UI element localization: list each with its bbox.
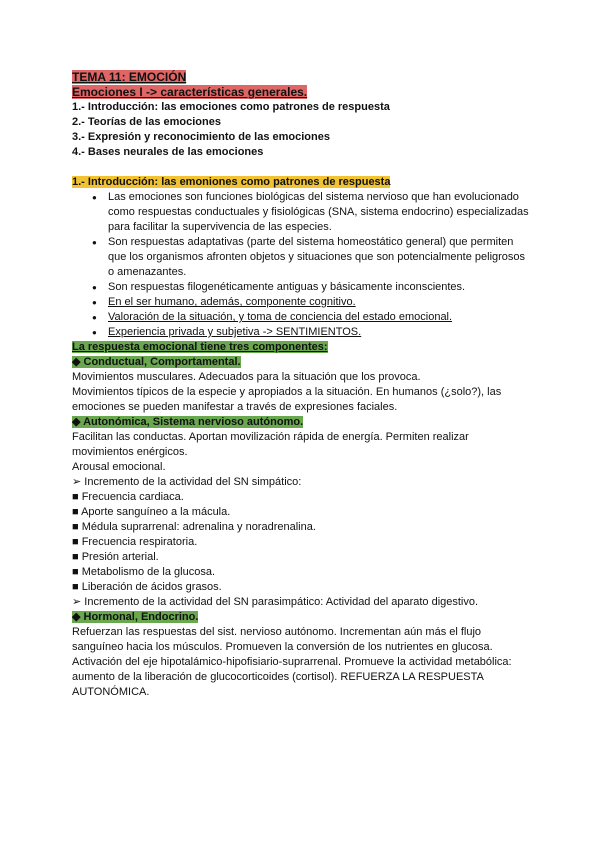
document-page [72,70,532,700]
hormonal-text: sanguíneo hacia los músculos. Promueven la conversión de los nutrientes en glucosa. [72,641,493,653]
bullet-item: ● Las emociones son funciones biológicas del sistema nervioso que han evolucionado como respuestas conductuales y fisiológicas (SNA, sistema endocrino) especializadas para facilitar la supervivencia de las especies. [108,190,532,235]
conductual-text: Movimientos típicos de la especie y apropiados a la situación. En humanos (¿solo?), las [72,386,502,398]
conductual-text: Movimientos musculares. Adecuados para la situación que los provoca. [72,371,421,383]
components-heading: La respuesta emocional tiene tres componentes: [72,341,328,353]
autonomica-text: Facilitan las conductas. Aportan movilización rápida de energía. Permiten realizar [72,431,469,443]
simpatico-item: ■ Frecuencia cardiaca. [72,491,184,503]
bullet-item: ● Valoración de la situación, y toma de conciencia del estado emocional. [108,310,532,325]
toc-item: 4.- Bases neurales de las emociones [72,146,264,158]
bullet-item: ● Son respuestas filogenéticamente antiguas y básicamente inconscientes. [108,280,532,295]
conductual-heading: ◆ Conductual, Comportamental. [72,356,241,368]
simpatico-item: ■ Presión arterial. [72,551,159,563]
simpatico-item: ■ Aporte sanguíneo a la mácula. [72,506,231,518]
intro-bullet-list [72,190,532,340]
hormonal-text: Refuerzan las respuestas del sist. nervioso autónomo. Incrementan aún más el flujo [72,626,482,638]
simpatico-item: ■ Metabolismo de la glucosa. [72,566,215,578]
document-title: TEMA 11: EMOCIÓN [72,70,187,84]
hormonal-text: Activación del eje hipotalámico-hipofisiario-suprarrenal. Promueve la actividad metabólica: [72,656,512,668]
simpatico-item: ■ Médula suprarrenal: adrenalina y noradrenalina. [72,521,316,533]
autonomica-text: movimientos enérgicos. [72,446,188,458]
conductual-text: emociones se pueden manifestar a través de expresiones faciales. [72,401,398,413]
toc-item: 1.- Introducción: las emociones como patrones de respuesta [72,101,390,113]
hormonal-text: aumento de la liberación de glucocorticoides (cortisol). REFUERZA LA RESPUESTA [72,671,484,683]
simpatico-item: ■ Frecuencia respiratoria. [72,536,198,548]
document-subtitle: Emociones I -> características generales. [72,85,308,99]
hormonal-text: AUTONÓMICA. [72,686,150,698]
autonomica-heading: ◆ Autonómica, Sistema nervioso autónomo. [72,416,304,428]
autonomica-text: Arousal emocional. [72,461,166,473]
simpatico-line: ➢ Incremento de la actividad del SN simpático: [72,476,302,488]
bullet-item: ● Experiencia privada y subjetiva -> SENTIMIENTOS. [108,325,532,340]
bullet-item: ● Son respuestas adaptativas (parte del sistema homeostático general) que permiten que los organismos afronten objetos y situaciones que son potencialmente peligrosos o amenazantes. [108,235,532,280]
toc-item: 3.- Expresión y reconocimiento de las emociones [72,131,330,143]
parasimpatico-line: ➢ Incremento de la actividad del SN parasimpático: Actividad del aparato digestivo. [72,596,479,608]
toc-item: 2.- Teorías de las emociones [72,116,221,128]
simpatico-item: ■ Liberación de ácidos grasos. [72,581,222,593]
hormonal-heading: ◆ Hormonal, Endocrino. [72,611,199,623]
bullet-item: ● En el ser humano, además, componente cognitivo. [108,295,532,310]
section-heading: 1.- Introducción: las emoniones como patrones de respuesta [72,176,391,188]
